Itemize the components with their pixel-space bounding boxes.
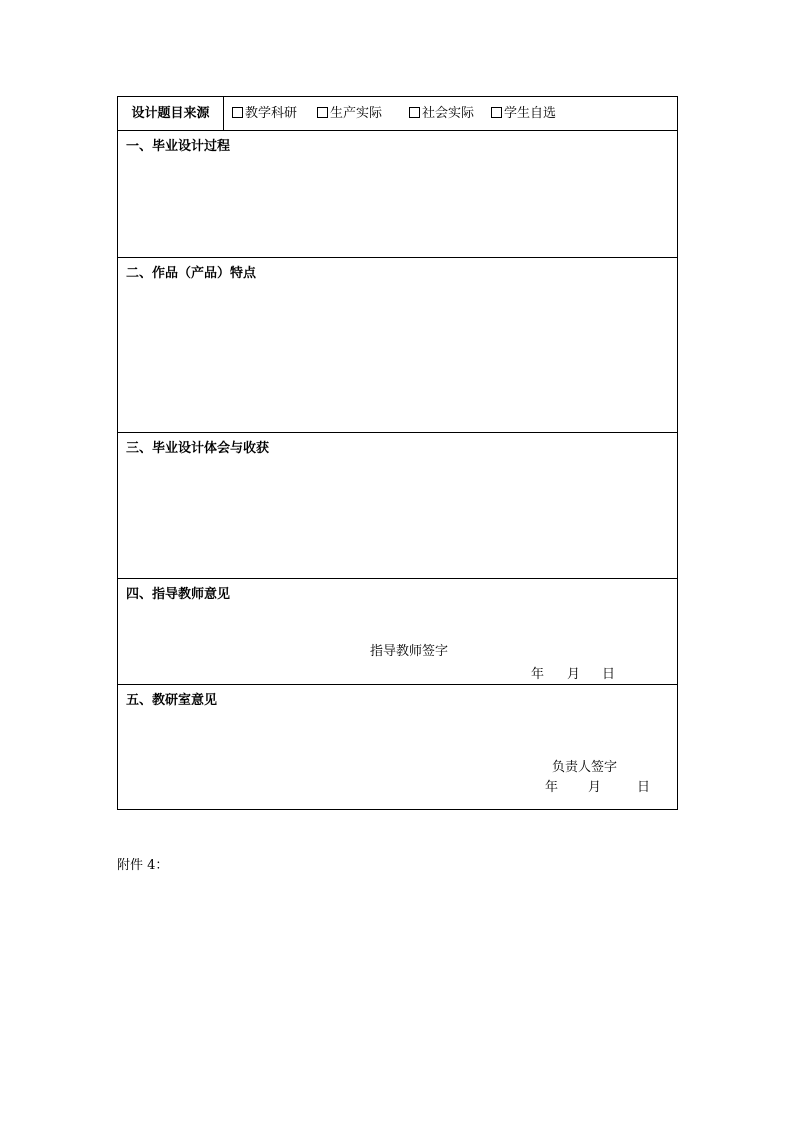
checkbox-icon[interactable] <box>317 107 328 118</box>
section-advisor-opinion <box>118 578 677 684</box>
section-department-opinion <box>118 684 677 809</box>
section-title: 四、指导教师意见 <box>126 587 231 602</box>
attachment-label: 附件 4： <box>117 858 169 873</box>
section-title: 五、教研室意见 <box>126 693 218 708</box>
source-row <box>118 97 677 130</box>
checkbox-icon[interactable] <box>409 107 420 118</box>
section-product-features <box>118 257 677 432</box>
source-option-production[interactable] <box>317 97 382 130</box>
source-label: 设计题目来源 <box>118 97 224 130</box>
source-option-research[interactable] <box>232 97 297 130</box>
checkbox-icon[interactable] <box>232 107 243 118</box>
source-option-label: 社会实际 <box>422 106 475 121</box>
date-day-label: 日 <box>602 667 616 682</box>
section-title: 一、毕业设计过程 <box>126 139 231 154</box>
date-year-label: 年 <box>531 667 545 682</box>
advisor-date <box>531 663 621 682</box>
date-month-label: 月 <box>588 780 602 795</box>
department-signature-label: 负责人签字 <box>552 760 618 775</box>
section-design-process <box>118 130 677 257</box>
section-title: 二、作品（产品）特点 <box>126 266 257 281</box>
source-option-label: 学生自选 <box>504 106 557 121</box>
source-option-self-selected[interactable] <box>491 97 556 130</box>
checkbox-icon[interactable] <box>491 107 502 118</box>
source-option-label: 教学科研 <box>245 106 298 121</box>
source-option-social[interactable] <box>409 97 474 130</box>
design-report-form <box>117 96 678 810</box>
section-experience <box>118 432 677 578</box>
date-month-label: 月 <box>567 667 581 682</box>
source-option-label: 生产实际 <box>330 106 383 121</box>
section-title: 三、毕业设计体会与收获 <box>126 441 270 456</box>
date-year-label: 年 <box>545 780 559 795</box>
date-day-label: 日 <box>637 780 651 795</box>
department-date <box>545 776 655 795</box>
advisor-signature-label: 指导教师签字 <box>370 644 449 659</box>
